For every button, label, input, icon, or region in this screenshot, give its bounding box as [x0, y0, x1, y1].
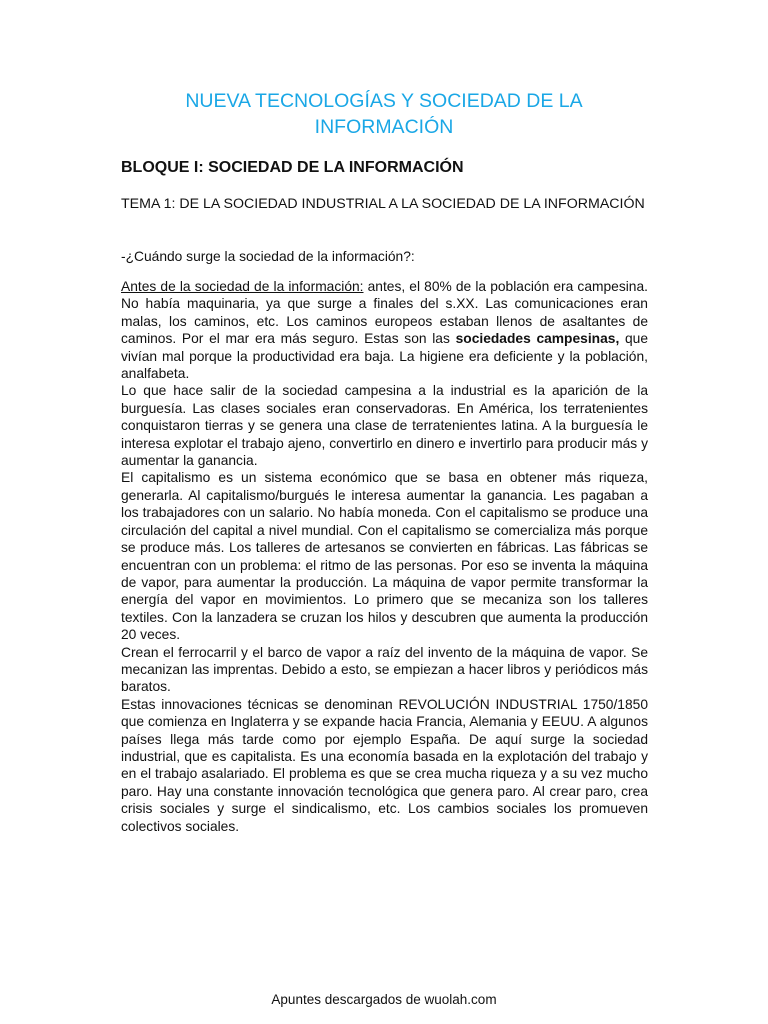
paragraph-1-text-b: que vivían mal porque la productividad era baja. La higiene era deficiente y la población, analfabeta. [121, 331, 648, 382]
bold-term: sociedades campesinas, [455, 331, 620, 347]
page-footer: Apuntes descargados de wuolah.com [271, 992, 497, 1007]
paragraph-1-text-a: antes, el 80% de la población era campesina. No había maquinaria, ya que surge a finales del s.XX. Las comunicaciones eran malas, los caminos, etc. Los caminos europeos estaban llenos de asaltantes de caminos. Por el mar era más seguro. Estas son las [121, 279, 648, 347]
paragraph-3: El capitalismo es un sistema económico que se basa en obtener más riqueza, generarla. Al capitalismo/burgués le interesa aumentar la ganancia. Les pagaban a los trabajadores con un salario. No había moneda. Con el capitalismo se produce una circulación del capital a nivel mundial. Con el capitalismo se comercializa más porque se produce más. Los talleres de artesanos se convierten en fábricas. Las fábricas se encuentran con un problema: el ritmo de las personas. Por eso se inventa la máquina de vapor, para aumentar la producción. La máquina de vapor permite transformar la energía del vapor en movimientos. Lo primero que se mecaniza son los talleres textiles. Con la lanzadera se cruzan los hilos y descubren que aumenta la producción 20 veces. [121, 470, 648, 643]
section-heading: BLOQUE I: SOCIEDAD DE LA INFORMACIÓN [121, 159, 464, 176]
question-line: -¿Cuándo surge la sociedad de la información?: [121, 249, 415, 264]
document-body [121, 278, 648, 835]
paragraph-2: Lo que hace salir de la sociedad campesina a la industrial es la aparición de la burguesía. Las clases sociales eran conservadoras. En América, los terratenientes conquistaron tierras y se genera una clase de terratenientes latina. A la burguesía le interesa explotar el trabajo ajeno, convertirlo en dinero e invertirlo para producir más y aumentar la ganancia. [121, 383, 648, 469]
underlined-lead: Antes de la sociedad de la información: [121, 279, 364, 294]
document-title: NUEVA TECNOLOGÍAS Y SOCIEDAD DE LA INFORMACIÓN [185, 90, 583, 138]
paragraph-4: Crean el ferrocarril y el barco de vapor a raíz del invento de la máquina de vapor. Se mecanizan las imprentas. Debido a esto, se empiezan a hacer libros y periódicos más baratos. [121, 644, 648, 695]
paragraph-1 [121, 278, 648, 382]
topic-heading: TEMA 1: DE LA SOCIEDAD INDUSTRIAL A LA SOCIEDAD DE LA INFORMACIÓN [121, 196, 645, 212]
paragraph-5: Estas innovaciones técnicas se denominan REVOLUCIÓN INDUSTRIAL 1750/1850 que comienza en Inglaterra y se expande hacia Francia, Alemania y EEUU. A algunos países llega más tarde como por ejemplo España. De aquí surge la sociedad industrial, que es capitalista. Es una economía basada en la explotación del trabajo y en el trabajo asalariado. El problema es que se crea mucha riqueza y a su vez mucho paro. Hay una constante innovación tecnológica que genera paro. Al crear paro, crea crisis sociales y surge el sindicalismo, etc. Los cambios sociales los promueven colectivos sociales. [121, 696, 648, 834]
